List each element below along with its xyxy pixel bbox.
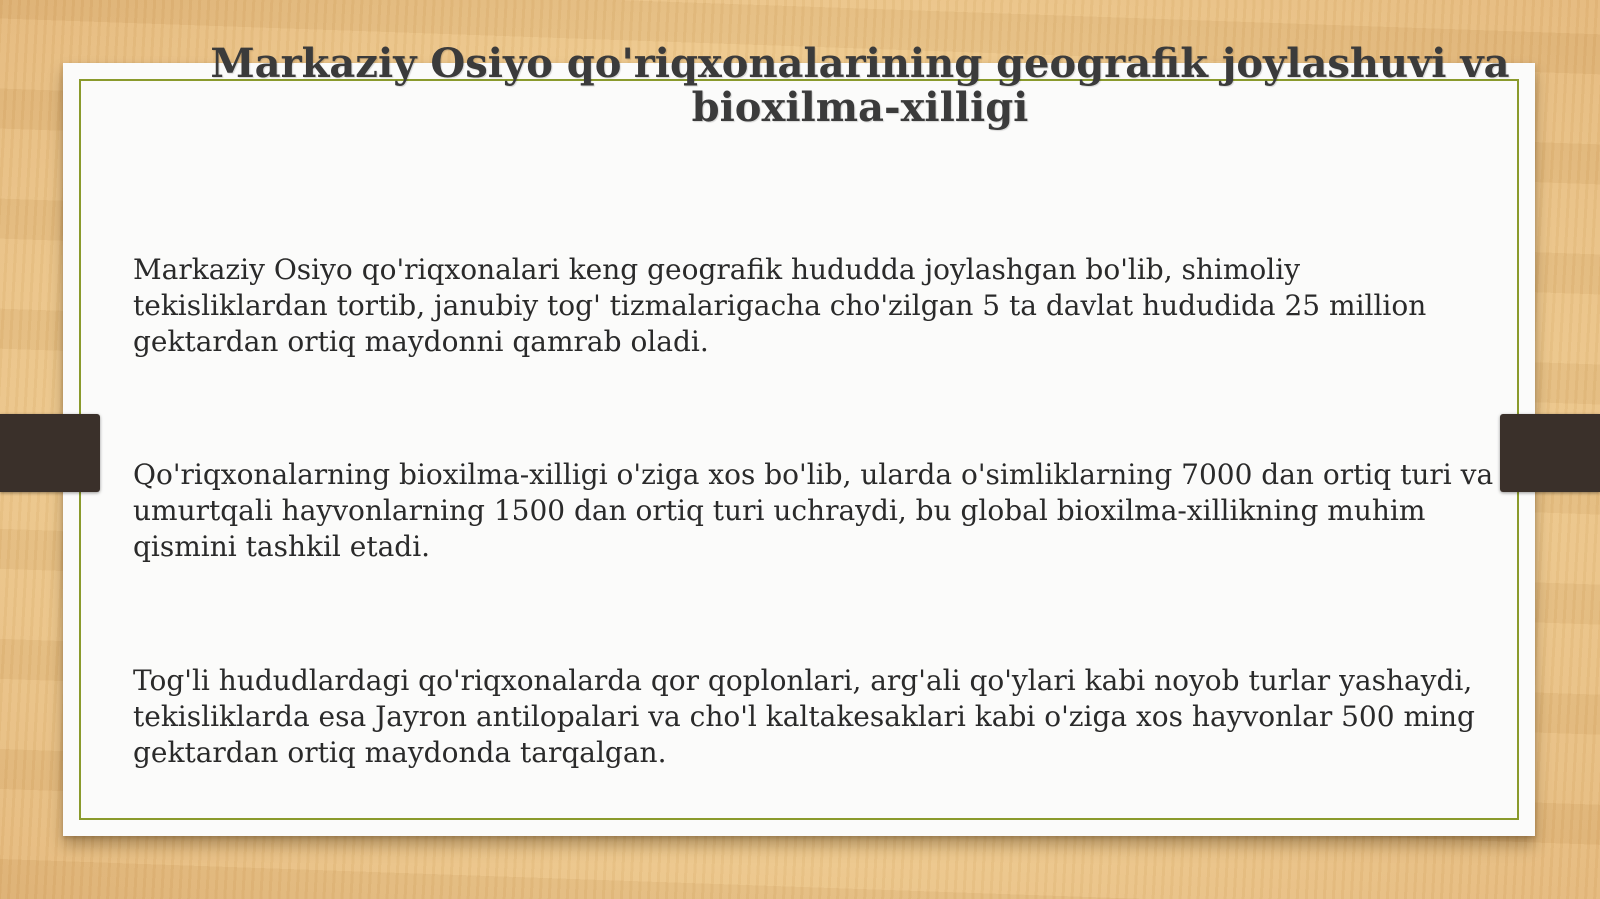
- binder-tab-right: [1500, 414, 1600, 492]
- paragraph-geography: Markaziy Osiyo qo'riqxonalari keng geografik hududda joylashgan bo'lib, shimoliy tekisliklardan tortib, janubiy tog' tizmalarigacha cho'zilgan 5 ta davlat hududida 25 million gektardan ortiq maydonni qamrab oladi.: [133, 253, 1427, 358]
- slide-title: Markaziy Osiyo qo'riqxonalarining geografik joylashuvi va bioxilma-xilligi: [210, 40, 1510, 131]
- binder-tab-left: [0, 414, 100, 492]
- paragraph-biodiversity: Qo'riqxonalarning bioxilma-xilligi o'ziga xos bo'lib, ularda o'simliklarning 7000 dan ortiq turi va umurtqali hayvonlarning 1500 dan ortiq turi uchraydi, bu global bioxilma-xillikning muhim qismini tashkil etadi.: [133, 458, 1494, 563]
- paragraph-species: Tog'li hududlardagi qo'riqxonalarda qor qoplonlari, arg'ali qo'ylari kabi noyob turlar yashaydi, tekisliklarda esa Jayron antilopalari va cho'l kaltakesaklari kabi o'ziga xos hayvonlar 500 ming gektardan ortiq maydonda tarqalgan.: [133, 664, 1475, 769]
